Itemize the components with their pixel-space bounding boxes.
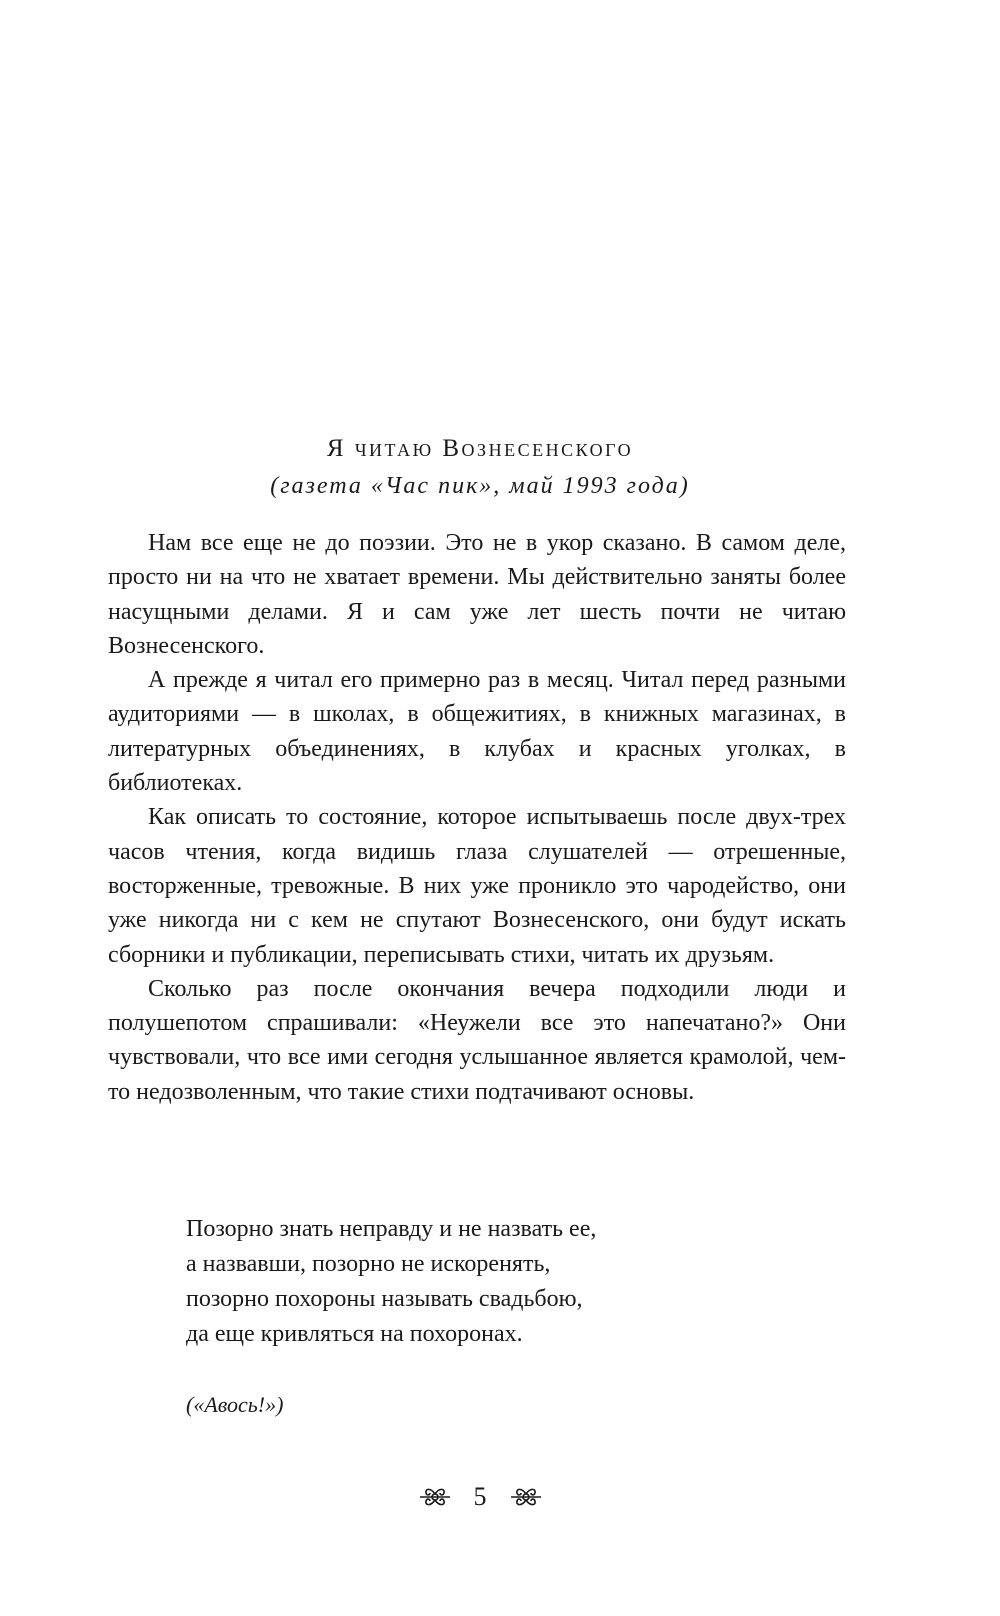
paragraph: Сколько раз после окончания вечера подходили люди и полушепотом спрашивали: «Неужели все это напечатано?» Они чувствовали, что все ими сегодня услышанное является крамолой, чем-то недозволенным, что такие стихи подтачивают основы. <box>108 975 846 1105</box>
chapter-subtitle: (газета «Час пик», май 1993 года) <box>270 473 690 499</box>
poem-quote <box>186 1212 806 1352</box>
poem-line: Позорно знать неправду и не назвать ее, <box>186 1216 597 1242</box>
paragraph: А прежде я читал его примерно раз в месяц. Читал перед разными аудиториями — в школах, в общежитиях, в книжных магазинах, в литературных объединениях, в клубах и красных уголках, в библиотеках. <box>108 667 846 797</box>
page-number: 5 <box>473 1482 487 1511</box>
paragraph: Нам все еще не до поэзии. Это не в укор сказано. В самом деле, просто ни на что не хватает времени. Мы действительно заняты более насущными делами. Я и сам уже лет шесть почти не читаю Вознесенского. <box>108 530 846 659</box>
chapter-title: Я читаю Вознесенского <box>326 435 634 462</box>
paragraph: Как описать то состояние, которое испытываешь после двух-трех часов чтения, когда видишь глаза слушателей — отрешенные, восторженные, тревожные. В них уже проникло это чародейство, они уже никогда ни с кем не спутают Вознесенского, они будут искать сборники и публикации, переписывать стихи, читать их друзьям. <box>108 804 846 968</box>
page-footer <box>0 1477 960 1517</box>
body-text <box>108 526 846 1109</box>
poem-line: позорно похороны называть свадьбою, <box>186 1286 583 1312</box>
scroll-ornament-icon <box>509 1484 543 1510</box>
poem-source: («Авось!») <box>186 1392 284 1417</box>
poem-line: да еще кривляться на похоронах. <box>186 1321 523 1347</box>
scroll-ornament-icon <box>418 1484 452 1510</box>
poem-line: а назвавши, позорно не искоренять, <box>186 1251 551 1277</box>
